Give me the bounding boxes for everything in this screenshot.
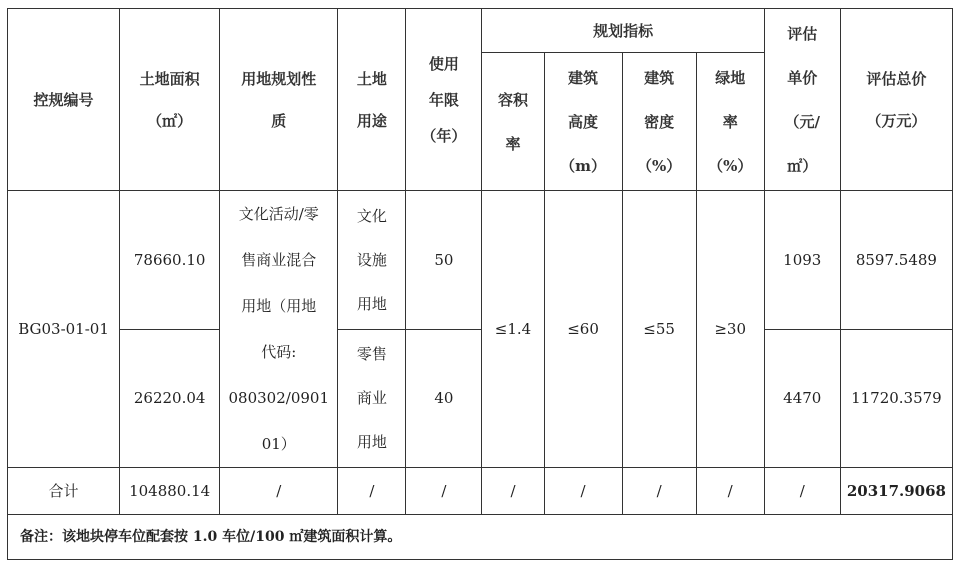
cell-unit-price-1-text: 1093 [783, 250, 822, 269]
data-row-2 [8, 329, 953, 468]
sum-unit-price-slash: / [799, 482, 805, 500]
header-term [406, 9, 482, 191]
cell-area-1 [120, 191, 220, 330]
sum-height [544, 468, 622, 515]
cell-total-2 [840, 329, 952, 468]
data-row-1 [8, 191, 953, 330]
cell-unit-price-2-text: 4470 [783, 389, 822, 408]
header-density-line2: 密度 [644, 112, 675, 131]
header-term-line3: （年） [421, 126, 467, 145]
cell-green-text: ≥30 [714, 320, 747, 338]
header-green-line1: 绿地 [715, 68, 746, 87]
cell-area-2 [120, 329, 220, 468]
sum-green [696, 468, 764, 515]
header-unit-price-line1: 评估 [787, 24, 818, 43]
header-far-line2: 率 [505, 134, 521, 153]
cell-nature-line2: 售商业混合 [241, 251, 317, 269]
sum-term [406, 468, 482, 515]
cell-nature [220, 191, 338, 468]
header-height-line3: （m） [560, 156, 606, 175]
note-row [8, 515, 953, 560]
header-unit-price-line4: ㎡） [787, 156, 818, 175]
cell-total-1-text: 8597.5489 [855, 250, 937, 269]
cell-area-2-text: 26220.04 [133, 389, 206, 408]
header-unit-price-line2: 单价 [787, 68, 818, 87]
sum-row [8, 468, 953, 515]
cell-use-1-line1: 文化 [356, 206, 387, 225]
header-nature-line2: 质 [271, 111, 287, 130]
cell-nature-line3: 用地（用地 [241, 297, 317, 315]
sum-height-slash: / [580, 482, 586, 500]
sum-label-text: 合计 [48, 482, 79, 500]
header-far [482, 53, 544, 191]
cell-unit-price-1 [764, 191, 840, 330]
header-planning-text: 规划指标 [593, 21, 654, 40]
header-term-line2: 年限 [428, 90, 459, 109]
cell-use-1-line2: 设施 [356, 250, 387, 269]
cell-use-1 [338, 191, 406, 330]
cell-use-1-line3: 用地 [356, 294, 387, 313]
cell-use-2-line1: 零售 [356, 345, 387, 364]
sum-label [8, 468, 120, 515]
cell-use-2-line2: 商业 [356, 389, 387, 408]
cell-density-text: ≤55 [643, 320, 675, 338]
header-area [120, 9, 220, 191]
sum-green-slash: / [727, 482, 733, 500]
sum-far [482, 468, 544, 515]
sum-density [622, 468, 696, 515]
header-nature-line1: 用地规划性 [241, 69, 317, 88]
header-use-line1: 土地 [356, 69, 387, 88]
header-use [338, 9, 406, 191]
cell-nature-line4: 代码: [261, 343, 297, 361]
cell-term-2-text: 40 [434, 389, 454, 408]
header-total-line1: 评估总价 [866, 69, 927, 88]
cell-use-2-line3: 用地 [356, 433, 387, 452]
sum-nature-slash: / [276, 482, 282, 500]
note-cell [8, 515, 953, 560]
header-green-line2: 率 [722, 112, 738, 131]
header-unit-price [764, 9, 840, 191]
land-valuation-table [7, 8, 953, 560]
header-far-line1: 容积 [497, 90, 528, 109]
cell-use-2 [338, 329, 406, 468]
cell-term-1-text: 50 [434, 250, 454, 269]
cell-term-2 [406, 329, 482, 468]
cell-nature-line1: 文化活动/零 [238, 205, 319, 223]
cell-height-text: ≤60 [567, 320, 599, 338]
sum-total-text: 20317.9068 [846, 482, 946, 500]
header-height [544, 53, 622, 191]
cell-code [8, 191, 120, 468]
note-text: 备注：该地块停车位配套按 1.0 车位/100 ㎡建筑面积计算。 [20, 529, 402, 545]
sum-area-text: 104880.14 [129, 482, 211, 500]
header-green [696, 53, 764, 191]
header-code-text: 控规编号 [33, 90, 94, 109]
header-density [622, 53, 696, 191]
cell-height [544, 191, 622, 468]
cell-nature-line5: 080302/0901 [228, 389, 329, 407]
cell-code-text: BG03-01-01 [18, 320, 109, 338]
header-density-line1: 建筑 [644, 68, 675, 87]
header-nature [220, 9, 338, 191]
cell-green [696, 191, 764, 468]
cell-unit-price-2 [764, 329, 840, 468]
sum-term-slash: / [441, 482, 447, 500]
cell-far-text: ≤1.4 [494, 320, 532, 338]
header-total [840, 9, 952, 191]
header-planning [482, 9, 764, 53]
cell-total-1 [840, 191, 952, 330]
header-density-line3: （%） [636, 156, 682, 175]
sum-nature [220, 468, 338, 515]
header-total-line2: （万元） [866, 111, 927, 130]
header-green-line3: （%） [708, 156, 753, 175]
header-row-1 [8, 9, 953, 53]
cell-density [622, 191, 696, 468]
header-area-line1: 土地面积 [139, 69, 200, 88]
land-valuation-table-container [7, 8, 953, 560]
header-use-line2: 用途 [356, 111, 387, 130]
header-height-line2: 高度 [568, 112, 599, 131]
header-unit-price-line3: （元/ [784, 112, 821, 131]
cell-far [482, 191, 544, 468]
sum-unit-price [764, 468, 840, 515]
header-height-line1: 建筑 [568, 68, 599, 87]
header-term-line1: 使用 [428, 54, 459, 73]
header-code [8, 9, 120, 191]
sum-area [120, 468, 220, 515]
sum-total [840, 468, 952, 515]
header-area-line2: （㎡） [147, 111, 193, 130]
cell-total-2-text: 11720.3579 [851, 389, 942, 408]
sum-use [338, 468, 406, 515]
sum-far-slash: / [510, 482, 516, 500]
sum-use-slash: / [369, 482, 375, 500]
cell-nature-line6: 01） [261, 435, 296, 453]
sum-density-slash: / [656, 482, 662, 500]
cell-area-1-text: 78660.10 [133, 250, 206, 269]
cell-term-1 [406, 191, 482, 330]
